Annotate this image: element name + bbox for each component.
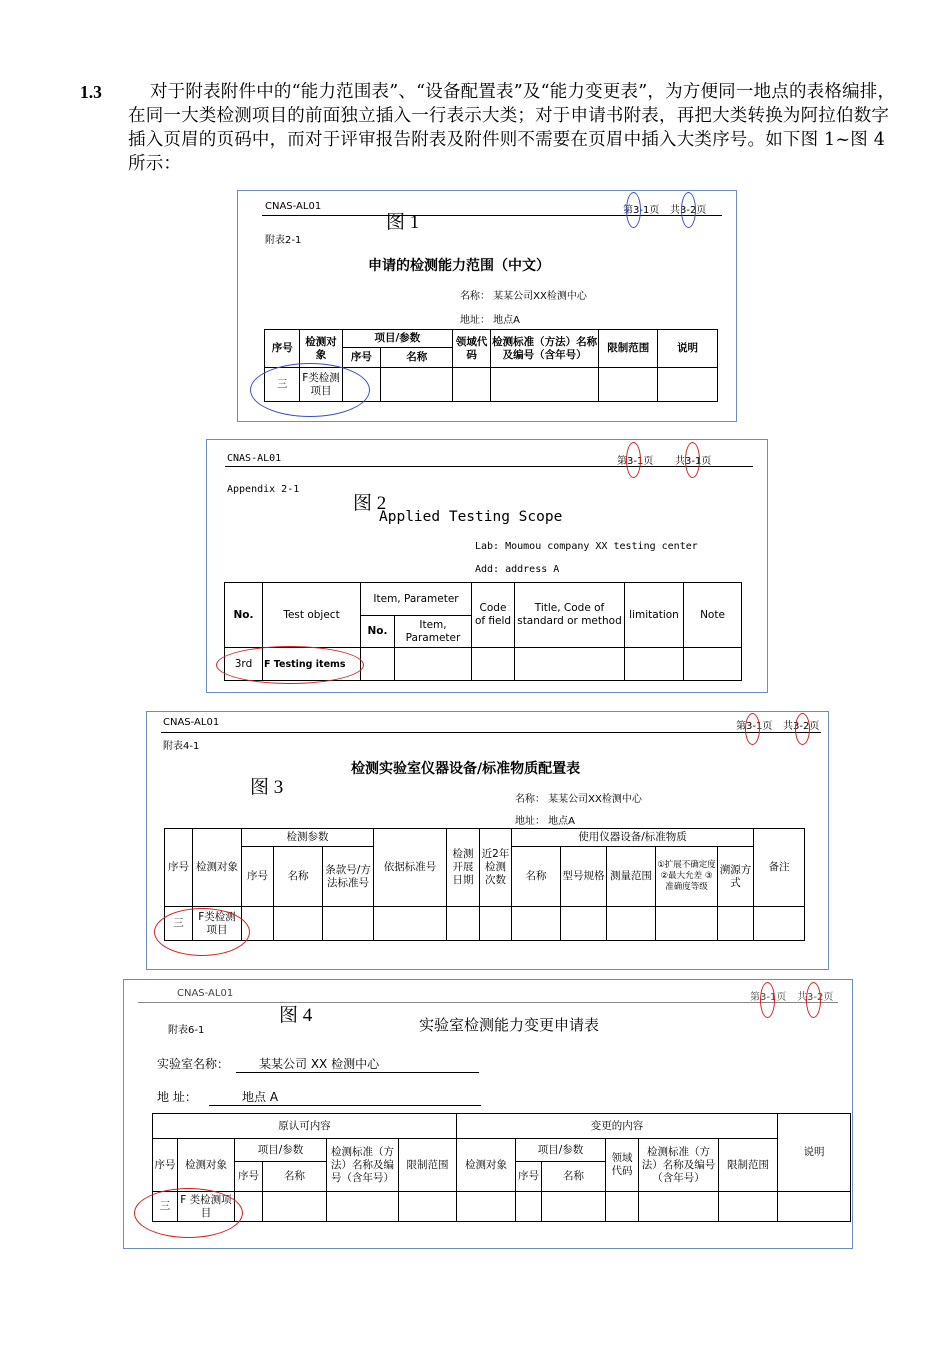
table-cell: No.	[361, 616, 395, 648]
empty-cell	[447, 907, 480, 941]
table-cell: 名称	[542, 1162, 606, 1192]
org-address: 地址： 地点A	[460, 315, 521, 326]
table-cell: Item, Parameter	[361, 583, 472, 616]
doc-code: CNAS-AL01	[177, 988, 234, 999]
lab-name: Lab: Moumou company XX testing center	[475, 541, 698, 552]
table-cell: 序号	[242, 847, 274, 907]
highlight-ellipse	[681, 192, 696, 228]
figure-label: 图 3	[250, 777, 284, 798]
table-cell: 检测开展日期	[447, 829, 480, 907]
empty-cell	[453, 368, 491, 402]
table-cell: 检测参数	[242, 829, 374, 847]
highlight-ellipse	[154, 908, 250, 956]
org-name: 名称： 某某公司XX检测中心	[515, 794, 642, 805]
empty-cell	[599, 368, 658, 402]
empty-cell	[607, 907, 656, 941]
table-cell: 备注	[754, 829, 805, 907]
table-cell: 检测标准（方法）名称及编号（含年号）	[490, 330, 599, 368]
page-total: 共3-2页	[670, 205, 707, 216]
table-cell: Code of field	[472, 583, 515, 648]
empty-cell	[512, 907, 561, 941]
table-cell: 检测对象	[193, 829, 242, 907]
figure-label: 图 2	[353, 493, 387, 514]
table-row	[153, 1192, 851, 1222]
table-cell: 序号	[265, 330, 300, 368]
divider	[225, 466, 753, 467]
figure-label: 图 4	[279, 1005, 313, 1026]
empty-cell	[606, 1192, 639, 1222]
appendix-label: 附表2-1	[265, 235, 302, 246]
table-cell: 项目/参数	[235, 1139, 327, 1162]
table-cell: 领域代码	[453, 330, 491, 368]
section-number: 1.3	[80, 82, 102, 102]
empty-cell	[778, 1192, 851, 1222]
highlight-ellipse	[250, 363, 370, 417]
table-cell: 型号规格	[561, 847, 607, 907]
table-cell: 三	[165, 907, 193, 941]
doc-code: CNAS-AL01	[163, 717, 220, 728]
empty-cell	[361, 648, 395, 681]
empty-cell	[542, 1192, 606, 1222]
highlight-ellipse	[626, 442, 641, 478]
table-title: 检测实验室仪器设备/标准物质配置表	[351, 761, 581, 777]
divider	[262, 215, 722, 216]
page-total: 共3-2页	[783, 721, 820, 732]
table-cell: 近2年检测次数	[480, 829, 512, 907]
table-cell: 名称	[263, 1162, 327, 1192]
table-cell: 条款号/方法标准号	[323, 847, 374, 907]
empty-cell	[263, 1192, 327, 1222]
table-cell: 测量范围	[607, 847, 656, 907]
divider	[209, 1105, 481, 1106]
table-cell: 检测对象	[457, 1139, 516, 1192]
table-cell: 3rd	[225, 648, 263, 681]
empty-cell	[515, 648, 625, 681]
appendix-label: 附表6-1	[168, 1025, 205, 1036]
section-paragraph	[80, 80, 900, 176]
org-name: 名称： 某某公司XX检测中心	[460, 291, 587, 302]
table-cell: 依据标准号	[374, 829, 447, 907]
doc-code: CNAS-AL01	[227, 453, 282, 464]
table-cell: ①扩展不确定度 ②最大允差 ③准确度等级	[656, 847, 718, 907]
page-number: 第3-1页	[750, 992, 787, 1003]
divider	[138, 1002, 838, 1003]
table-cell: 序号	[516, 1162, 542, 1192]
figure-2	[206, 439, 768, 693]
empty-cell	[381, 368, 453, 402]
table-cell: 项目/参数	[516, 1139, 606, 1162]
org-address: 地址： 地点A	[515, 816, 576, 827]
address-label: 地 址：	[157, 1090, 197, 1104]
table-cell: 说明	[778, 1114, 851, 1192]
table-title: 申请的检测能力范围（中文）	[368, 258, 550, 274]
table-cell: 原认可内容	[153, 1114, 457, 1139]
table-cell: 检测标准（方法）名称及编号（含年号）	[639, 1139, 719, 1192]
page-total: 共3-2页	[797, 992, 834, 1003]
table-cell: 序号	[235, 1162, 263, 1192]
empty-cell	[639, 1192, 719, 1222]
table-cell: No.	[225, 583, 263, 648]
empty-cell	[719, 1192, 778, 1222]
table-cell: F类检测项目	[193, 907, 242, 941]
equipment-table	[164, 828, 805, 941]
appendix-label: 附表4-1	[163, 741, 200, 752]
table-cell: Note	[684, 583, 742, 648]
table-title: 实验室检测能力变更申请表	[419, 1016, 600, 1034]
highlight-ellipse	[795, 713, 810, 745]
empty-cell	[718, 907, 754, 941]
figure-label: 图 1	[386, 212, 420, 233]
table-cell: 使用仪器设备/标准物质	[512, 829, 754, 847]
page-number: 第3-1页	[617, 456, 654, 467]
figure-4	[123, 979, 853, 1249]
table-cell: 序号	[153, 1139, 178, 1192]
empty-cell	[327, 1192, 399, 1222]
table-cell: 名称	[512, 847, 561, 907]
empty-cell	[274, 907, 323, 941]
divider	[236, 1072, 479, 1073]
lab-address: Add: address A	[475, 564, 560, 575]
lab-name-value: 某某公司 XX 检测中心	[259, 1057, 380, 1071]
empty-cell	[516, 1192, 542, 1222]
table-cell: 名称	[274, 847, 323, 907]
highlight-ellipse	[745, 713, 760, 745]
table-cell: 三	[153, 1192, 178, 1222]
table-cell: 三	[265, 368, 300, 402]
figure-1	[237, 190, 737, 422]
table-cell: F 类检测项目	[178, 1192, 235, 1222]
highlight-ellipse	[760, 982, 775, 1018]
empty-cell	[395, 648, 472, 681]
table-cell: Item, Parameter	[395, 616, 472, 648]
empty-cell	[399, 1192, 457, 1222]
empty-cell	[684, 648, 742, 681]
page-total: 共3-1页	[675, 456, 712, 467]
section-text: 对于附表附件中的“能力范围表”、“设备配置表”及“能力变更表”，为方便同一地点的表格编排，在同一大类检测项目的前面独立插入一行表示大类；对于申请书附表，再把大类转换为阿拉伯数字插入页眉的页码中，而对于评审报告附表及附件则不需要在页眉中插入大类序号。如下图 1~图 4 所示：	[128, 82, 896, 174]
table-cell: 限制范围	[399, 1139, 457, 1192]
table-cell: 序号	[342, 348, 381, 368]
highlight-ellipse	[134, 1188, 243, 1238]
table-cell: F Testing items	[263, 648, 361, 681]
table-cell: Test object	[263, 583, 361, 648]
appendix-label: Appendix 2-1	[227, 484, 300, 495]
figure-3	[146, 711, 829, 970]
empty-cell	[754, 907, 805, 941]
table-cell: 变更的内容	[457, 1114, 778, 1139]
empty-cell	[472, 648, 515, 681]
table-cell: 项目/参数	[342, 330, 453, 348]
doc-code: CNAS-AL01	[265, 201, 322, 212]
table-title: Applied Testing Scope	[379, 509, 563, 525]
table-cell: 领域代码	[606, 1139, 639, 1192]
change-table	[152, 1113, 851, 1222]
empty-cell	[480, 907, 512, 941]
table-cell: limitation	[625, 583, 684, 648]
table-cell: Title, Code of standard or method	[515, 583, 625, 648]
highlight-ellipse	[806, 982, 821, 1018]
address-value: 地点 A	[242, 1090, 279, 1104]
page-number: 第3-1页	[736, 721, 773, 732]
highlight-ellipse	[626, 192, 641, 228]
table-cell: 检测对象	[300, 330, 342, 368]
empty-cell	[561, 907, 607, 941]
empty-cell	[625, 648, 684, 681]
highlight-ellipse	[216, 646, 364, 684]
table-cell: 限制范围	[719, 1139, 778, 1192]
empty-cell	[490, 368, 599, 402]
table-cell: F类检测项目	[300, 368, 342, 402]
empty-cell	[374, 907, 447, 941]
divider	[161, 732, 821, 733]
table-row	[165, 907, 805, 941]
empty-cell	[658, 368, 718, 402]
table-cell: 溯源方式	[718, 847, 754, 907]
table-cell: 名称	[381, 348, 453, 368]
page-number: 第3-1页	[623, 205, 660, 216]
table-cell: 检测标准（方法）名称及编号（含年号）	[327, 1139, 399, 1192]
lab-name-label: 实验室名称：	[157, 1057, 230, 1071]
table-cell: 说明	[658, 330, 718, 368]
table-cell: 限制范围	[599, 330, 658, 368]
empty-cell	[323, 907, 374, 941]
table-cell: 检测对象	[178, 1139, 235, 1192]
empty-cell	[656, 907, 718, 941]
empty-cell	[457, 1192, 516, 1222]
highlight-ellipse	[685, 442, 700, 478]
table-cell: 序号	[165, 829, 193, 907]
